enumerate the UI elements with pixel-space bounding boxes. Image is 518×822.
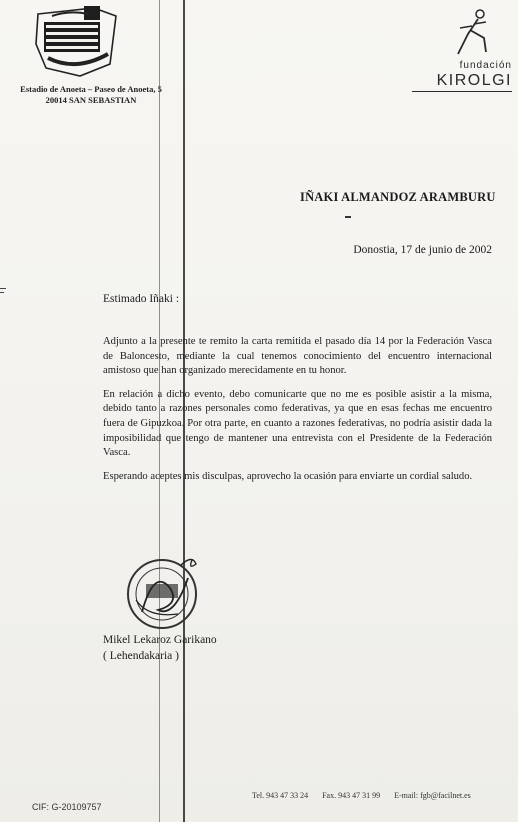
signer-title: ( Lehendakaria ) bbox=[103, 650, 179, 662]
letter-body bbox=[103, 335, 492, 493]
salutation: Estimado Iñaki : bbox=[103, 293, 180, 305]
body-paragraph: En relación a dicho evento, debo comunicarte que no me es posible asistir a la misma, debido tanto a razones personales como federativas, ya que en esas fechas me encuentro fuera de Gipuzkoa. Por otra parte, en cuanto a razones federativas, no podría asistir dada la imposibilidad que tengo de mantener una entrevista con el Presidente de la Federación Vasca. bbox=[103, 388, 492, 459]
margin-mark bbox=[0, 292, 4, 293]
dash-mark bbox=[345, 216, 351, 218]
address-city: 20014 SAN SEBASTIAN bbox=[45, 95, 137, 105]
footer-phone: Tel. 943 47 33 24 bbox=[252, 791, 309, 800]
federation-logo bbox=[30, 4, 118, 78]
sponsor-label-small: fundación bbox=[459, 60, 512, 71]
margin-mark bbox=[0, 288, 6, 289]
federation-address bbox=[6, 84, 176, 106]
federation-seal-stamp bbox=[122, 548, 212, 638]
sponsor-label: KIROLGI bbox=[412, 72, 512, 92]
body-paragraph: Esperando aceptes mis disculpas, aprovecho la ocasión para enviarte un cordial saludo. bbox=[103, 470, 473, 482]
recipient-name: IÑAKI ALMANDOZ ARAMBURU bbox=[300, 190, 496, 204]
footer-fax: Fax. 943 47 31 99 bbox=[322, 791, 381, 800]
signer-name: Mikel Lekaroz Garikano bbox=[103, 634, 217, 646]
footer-email: E-mail: fgb@facilnet.es bbox=[394, 791, 471, 800]
address-line: Estadio de Anoeta – Paseo de Anoeta, 5 bbox=[20, 84, 162, 94]
runner-icon bbox=[450, 8, 490, 58]
body-paragraph: Adjunto a la presente te remito la carta remitida el pasado día 14 por la Federación Vasca de Baloncesto, mediante la cual tenemos conocimiento del encuentro internacional amistoso que han organizado merecidamente en tu honor. bbox=[103, 336, 492, 377]
tax-id: CIF: G-20109757 bbox=[32, 802, 102, 812]
letter-date: Donostia, 17 de junio de 2002 bbox=[353, 244, 492, 256]
kirolgi-logo bbox=[412, 8, 512, 98]
footer-contact bbox=[252, 791, 512, 800]
